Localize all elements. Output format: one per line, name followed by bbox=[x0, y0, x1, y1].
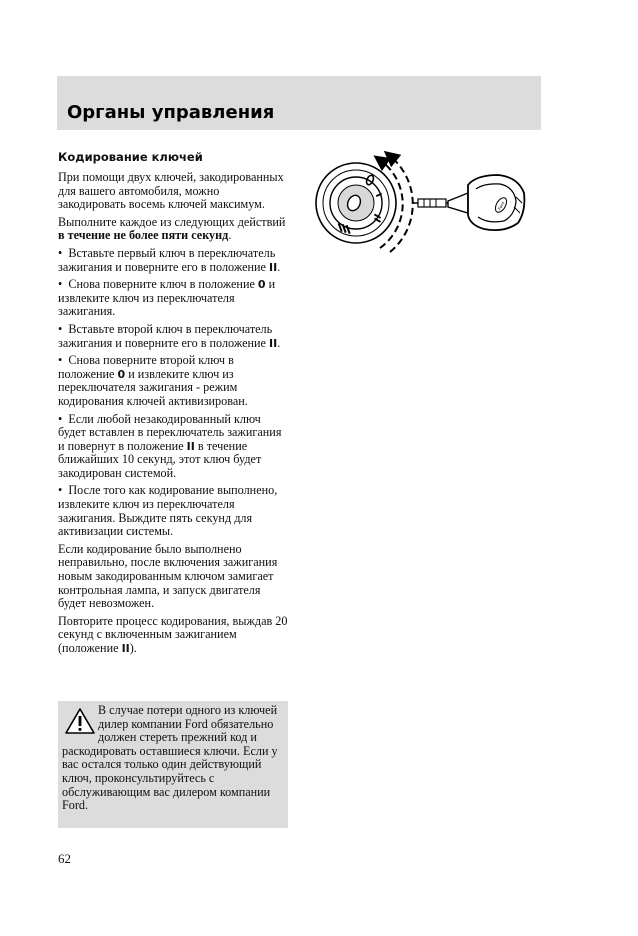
paragraph-steps bbox=[58, 216, 290, 243]
paragraph-failure: Если кодирование было выполнено неправильно, после включения зажигания новым закодированным ключом замигает контрольная лампа, и запуск двигателя будет невозможен. bbox=[58, 541, 278, 611]
page-number: 62 bbox=[58, 851, 71, 866]
steps-text: Выполните каждое из следующих действий bbox=[58, 214, 286, 229]
bullet-item-5 bbox=[58, 413, 290, 481]
warning-text: В случае потери одного из ключей дилер компании Ford обязательно должен стереть прежний код и раскодировать оставшиеся ключи. Если у вас остался только один действующий ключ, проконсультируйтесь с обслуживающим вас дилером компании Ford. bbox=[62, 703, 278, 813]
repeat-text: Повторите процесс кодирования, выждав 20 секунд с включенным зажиганием (положение bbox=[58, 613, 288, 655]
main-column bbox=[58, 150, 290, 660]
position-label: II bbox=[269, 336, 278, 350]
bullet-item-6: • После того как кодирование выполнено, извлеките ключ из переключателя зажигания. Выждите пять секунд для активизации системы. bbox=[58, 484, 290, 538]
key-logo-text: Ford bbox=[496, 200, 506, 211]
bullet-3-text: Вставьте второй ключ в переключатель зажигания и поверните его в положение bbox=[58, 321, 273, 350]
steps-end: . bbox=[228, 228, 232, 243]
position-label: 0 bbox=[257, 278, 266, 292]
warning-box bbox=[58, 701, 288, 828]
paragraph-repeat bbox=[58, 615, 290, 656]
bullet-1-text: Вставьте первый ключ в переключатель зажигания и поверните его в положение bbox=[58, 245, 276, 274]
section-title: Кодирование ключей bbox=[58, 150, 203, 164]
ignition-switch-icon bbox=[316, 163, 396, 243]
bullet-3-end: . bbox=[277, 335, 281, 350]
bullet-5-text-cont: в течение ближайших 10 секунд, этот ключ будет закодирован системой. bbox=[58, 438, 262, 480]
bullet-1-end: . bbox=[277, 259, 281, 274]
bullet-item-4 bbox=[58, 354, 290, 408]
paragraph-intro: При помощи двух ключей, закодированных для вашего автомобиля, можно закодировать восемь ключей максимум. bbox=[58, 170, 284, 212]
bullet-item-1 bbox=[58, 247, 290, 274]
bullet-4-text: Снова поверните второй ключ в положение bbox=[58, 353, 234, 381]
warning-text-wrap bbox=[62, 704, 286, 813]
repeat-end: ). bbox=[129, 641, 137, 655]
ignition-figure bbox=[308, 145, 544, 275]
position-label: 0 bbox=[117, 367, 126, 381]
bullet-4-text-cont: и извлеките ключ из переключателя зажигания - режим кодирования ключей активизирован. bbox=[58, 366, 248, 408]
bullet-2-text-cont: и извлеките ключ из переключателя зажигания. bbox=[58, 277, 276, 319]
page-title: Органы управления bbox=[67, 102, 275, 123]
steps-bold-text: в течение не более пяти секунд bbox=[58, 228, 229, 243]
position-label: II bbox=[269, 260, 278, 274]
position-label: II bbox=[121, 642, 130, 655]
bullet-2-text: Снова поверните ключ в положение bbox=[68, 277, 258, 292]
position-label: II bbox=[186, 439, 195, 453]
ignition-key-icon bbox=[412, 175, 524, 230]
bullet-5-text: Если любой незакодированный ключ будет вставлен в переключатель зажигания и повернут в положение bbox=[58, 411, 282, 453]
bullet-item-2 bbox=[58, 278, 290, 319]
bullet-item-3 bbox=[58, 323, 290, 350]
header-bar bbox=[57, 76, 541, 130]
